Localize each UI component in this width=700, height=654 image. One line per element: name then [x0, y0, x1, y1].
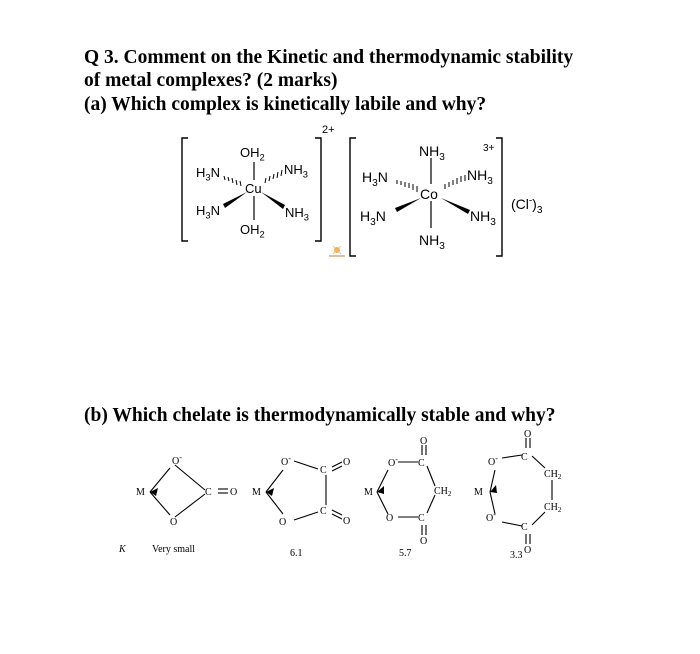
svg-text:O: O [386, 513, 394, 524]
question-line-2: of metal complexes? (2 marks) [84, 70, 338, 91]
svg-text:O: O [524, 429, 532, 440]
svg-text:O-: O- [486, 510, 496, 524]
chelate-4-metal: M [474, 487, 483, 498]
svg-text:C: C [521, 452, 528, 463]
cu-ligand-lower-left: $H_3N$ [196, 203, 220, 221]
chelate-5-ring [266, 461, 342, 520]
svg-text:O: O [230, 487, 238, 498]
svg-text:CH2: $CH_2$ [544, 502, 562, 514]
chelate-2-metal: M [252, 487, 261, 498]
co-counter-ion: $(Cl^-)_3$ [511, 195, 543, 216]
chelate-1-k-value: Very small [152, 544, 196, 555]
svg-text:CH2: $CH_2$ [434, 486, 452, 498]
svg-text:O-: O- [388, 455, 398, 469]
chelate-4-ring [150, 465, 228, 517]
k-label: K [119, 544, 126, 555]
svg-text:O: O [279, 517, 287, 528]
svg-text:CH2: $CH_2$ [544, 469, 562, 481]
svg-text:C: C [521, 522, 528, 533]
svg-text:O: O [420, 536, 428, 547]
svg-text:O: O [343, 457, 351, 468]
cu-ligand-bottom: $OH_2$ [240, 222, 265, 240]
question-part-a: (a) Which complex is kinetically labile and why? [84, 94, 487, 115]
co-charge: 3+ [483, 143, 495, 154]
chelate-2-k-value: 6.1 [290, 548, 303, 559]
chelate-3-k-value: 5.7 [399, 548, 412, 559]
svg-text:C: C [205, 487, 212, 498]
co-ligand-upper-left: $H_3N$ [362, 169, 388, 189]
cu-ligand-upper-left: $H_3N$ [196, 165, 220, 183]
co-ligand-upper-right: $NH_3$ [467, 167, 493, 187]
svg-text:O: O [170, 517, 178, 528]
co-ligand-lower-right: $NH_3$ [470, 208, 496, 228]
svg-text:C: C [320, 465, 327, 476]
cu-ligand-upper-right: $NH_3$ [284, 162, 308, 180]
co-metal: Co [420, 186, 438, 202]
cu-charge: 2+ [322, 124, 335, 136]
svg-text:O: O [420, 436, 428, 447]
question-line-1: Q 3. Comment on the Kinetic and thermodynamic stability [84, 47, 574, 68]
chelate-1-metal: M [136, 487, 145, 498]
svg-text:O-: O- [172, 453, 182, 467]
svg-text:C: C [418, 458, 425, 469]
svg-text:C: C [418, 513, 425, 524]
svg-text:O: O [524, 545, 532, 556]
cu-ligand-lower-right: $NH_3$ [285, 205, 309, 223]
question-part-b: (b) Which chelate is thermodynamically stable and why? [84, 405, 556, 426]
cu-ligand-top: $OH_2$ [240, 145, 265, 163]
co-ligand-top: $NH_3$ [419, 143, 445, 163]
svg-text:C: C [320, 506, 327, 517]
svg-text:O-: O- [281, 454, 291, 468]
svg-text:O: O [343, 516, 351, 527]
chelate-3-metal: M [364, 487, 373, 498]
chelate-4-k-value: 3.3 [510, 550, 523, 561]
svg-text:O-: O- [488, 454, 498, 468]
co-ligand-bottom: $NH_3$ [419, 232, 445, 252]
cu-metal: Cu [245, 181, 262, 196]
co-ligand-lower-left: $H_3N$ [360, 208, 386, 228]
